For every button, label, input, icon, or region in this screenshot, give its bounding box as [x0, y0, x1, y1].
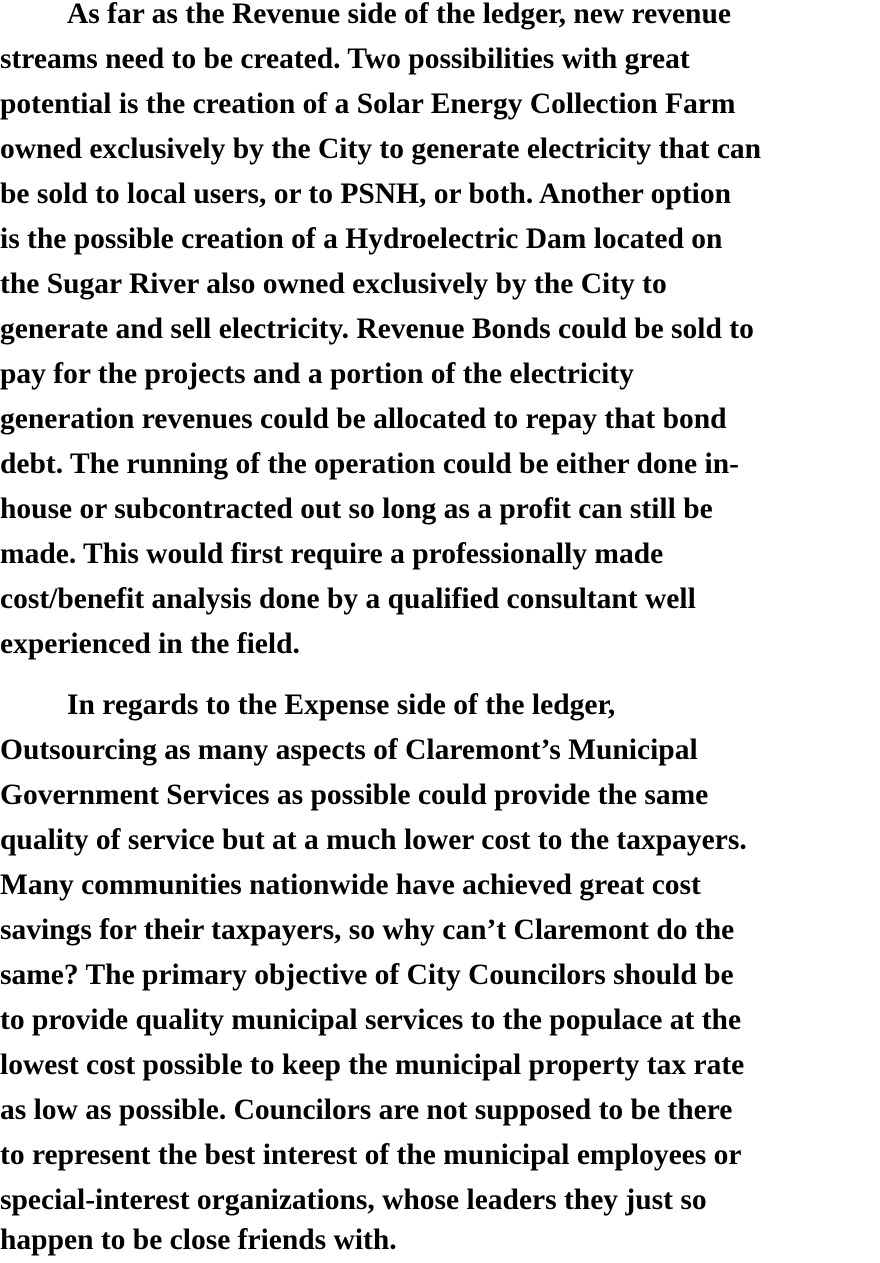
text-line: house or subcontracted out so long as a profit can still be: [0, 493, 713, 525]
text-line: to represent the best interest of the municipal employees or: [0, 1139, 742, 1171]
text-line: happen to be close friends with.: [0, 1224, 397, 1256]
text-line: be sold to local users, or to PSNH, or both. Another option: [0, 178, 732, 210]
text-line: lowest cost possible to keep the municipal property tax rate: [0, 1049, 745, 1081]
text-line: debt. The running of the operation could be either done in-: [0, 448, 739, 480]
text-line: cost/benefit analysis done by a qualified consultant well: [0, 583, 696, 615]
text-line: pay for the projects and a portion of the electricity: [0, 358, 634, 390]
text-line: generate and sell electricity. Revenue Bonds could be sold to: [0, 313, 754, 345]
text-line: In regards to the Expense side of the ledger,: [67, 689, 616, 721]
text-line: Outsourcing as many aspects of Claremont’s Municipal: [0, 734, 698, 766]
text-line: quality of service but at a much lower cost to the taxpayers.: [0, 824, 747, 856]
text-line: potential is the creation of a Solar Energy Collection Farm: [0, 88, 736, 120]
text-line: is the possible creation of a Hydroelectric Dam located on: [0, 223, 723, 255]
text-line: savings for their taxpayers, so why can’t Claremont do the: [0, 914, 735, 946]
text-line: special-interest organizations, whose leaders they just so: [0, 1184, 707, 1216]
text-line: generation revenues could be allocated to repay that bond: [0, 403, 727, 435]
text-line: to provide quality municipal services to the populace at the: [0, 1004, 742, 1036]
text-line: as low as possible. Councilors are not supposed to be there: [0, 1094, 733, 1126]
text-line: made. This would first require a professionally made: [0, 538, 664, 570]
text-line: same? The primary objective of City Councilors should be: [0, 959, 734, 991]
text-line: experienced in the field.: [0, 628, 300, 660]
text-line: streams need to be created. Two possibilities with great: [0, 43, 690, 75]
text-line: owned exclusively by the City to generate electricity that can: [0, 133, 762, 165]
text-line: the Sugar River also owned exclusively by the City to: [0, 268, 667, 300]
text-line: Government Services as possible could provide the same: [0, 779, 709, 811]
text-line: Many communities nationwide have achieved great cost: [0, 869, 701, 901]
text-line: As far as the Revenue side of the ledger, new revenue: [67, 0, 731, 30]
